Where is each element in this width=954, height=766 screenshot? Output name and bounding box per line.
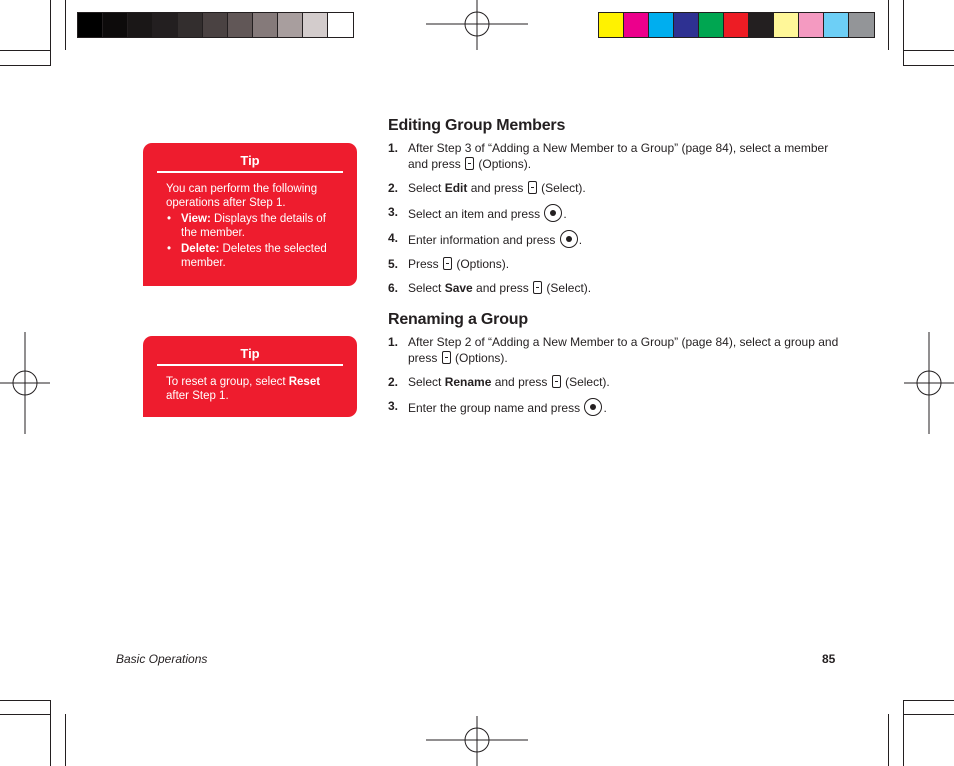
tip-text: Deletes the selected member.	[181, 243, 327, 269]
tip-title: Tip	[157, 346, 343, 366]
tip-box-editing	[143, 143, 357, 286]
step-number: 1.	[388, 141, 399, 155]
step-number: 3.	[388, 399, 399, 413]
tip-text: Displays the details of the member.	[181, 213, 326, 239]
bullet-icon: •	[167, 243, 172, 255]
crop-mark	[888, 714, 889, 766]
swatch	[749, 13, 774, 37]
step-number: 3.	[388, 205, 399, 219]
swatch	[649, 13, 674, 37]
section-heading: Editing Group Members	[388, 117, 566, 134]
step-text: and press	[467, 181, 527, 195]
swatch	[78, 13, 103, 37]
tip-list	[166, 212, 343, 270]
left-softkey-icon	[465, 157, 474, 170]
step-text: Press	[408, 257, 443, 271]
step-text: (Options).	[451, 351, 508, 365]
swatch	[228, 13, 253, 37]
tip-term: View:	[181, 213, 211, 225]
swatch	[128, 13, 153, 37]
left-softkey-icon	[528, 181, 537, 194]
step-text: Enter information and press	[408, 233, 559, 247]
step-term: Edit	[444, 181, 468, 195]
swatch	[674, 13, 699, 37]
crop-mark	[903, 700, 904, 766]
swatch	[253, 13, 278, 37]
section-editing-group-members	[388, 117, 848, 304]
swatch	[724, 13, 749, 37]
ok-key-icon	[584, 398, 602, 416]
swatch	[599, 13, 624, 37]
tip-body	[143, 366, 357, 413]
step-text: (Select).	[543, 281, 592, 295]
swatch	[303, 13, 328, 37]
crop-mark	[65, 714, 66, 766]
step-number: 2.	[388, 375, 399, 389]
tip-text: To reset a group, select	[166, 376, 289, 388]
tip-list-item	[166, 242, 343, 270]
step-item	[388, 230, 848, 248]
tip-box-renaming	[143, 336, 357, 417]
step-number: 5.	[388, 257, 399, 271]
crop-mark	[903, 0, 904, 66]
step-term: Save	[444, 281, 473, 295]
step-text: Select	[408, 375, 445, 389]
step-number: 1.	[388, 335, 399, 349]
tip-term: Delete:	[181, 243, 220, 255]
registration-mark-icon	[904, 332, 954, 434]
step-item	[388, 398, 848, 416]
process-color-bar	[598, 12, 875, 38]
swatch	[178, 13, 203, 37]
footer-section-name: Basic Operations	[116, 652, 208, 666]
swatch	[328, 13, 353, 37]
crop-mark	[50, 700, 51, 766]
swatch	[624, 13, 649, 37]
registration-mark-icon	[426, 0, 528, 50]
crop-mark	[65, 0, 66, 50]
left-softkey-icon	[442, 351, 451, 364]
step-text: .	[603, 401, 607, 415]
swatch	[278, 13, 303, 37]
crop-mark	[903, 714, 954, 715]
ok-key-icon	[544, 204, 562, 222]
tip-text: after Step 1.	[166, 390, 229, 402]
swatch	[849, 13, 874, 37]
step-text: After Step 3 of “Adding a New Member to a Group” (page 84), select a member and press	[408, 141, 829, 171]
crop-mark	[0, 714, 51, 715]
swatch	[203, 13, 228, 37]
step-text: (Options).	[475, 157, 532, 171]
tip-term: Reset	[288, 376, 321, 388]
step-item	[388, 374, 848, 390]
crop-mark	[903, 700, 954, 701]
crop-mark	[0, 700, 51, 701]
step-text: and press	[491, 375, 551, 389]
step-text: Enter the group name and press	[408, 401, 584, 415]
step-text: After Step 2 of “Adding a New Member to a Group” (page 84), select a group and press	[408, 335, 839, 365]
step-text: Select	[408, 181, 445, 195]
step-text: (Select).	[537, 181, 586, 195]
swatch	[153, 13, 178, 37]
step-item	[388, 256, 848, 272]
step-list	[388, 334, 848, 416]
step-text: Select an item and press	[408, 207, 544, 221]
step-term: Rename	[444, 375, 492, 389]
step-item	[388, 280, 848, 296]
step-item	[388, 180, 848, 196]
step-item	[388, 140, 848, 172]
step-text: and press	[472, 281, 533, 295]
step-number: 6.	[388, 281, 399, 295]
ok-key-icon	[560, 230, 578, 248]
tip-title: Tip	[157, 153, 343, 173]
section-renaming-a-group	[388, 311, 848, 424]
swatch	[799, 13, 824, 37]
section-heading: Renaming a Group	[388, 311, 528, 328]
crop-mark	[903, 50, 954, 51]
registration-mark-icon	[0, 332, 50, 434]
step-text: .	[578, 233, 583, 247]
crop-mark	[0, 65, 51, 66]
registration-mark-icon	[426, 716, 528, 766]
swatch	[774, 13, 799, 37]
grayscale-color-bar	[77, 12, 354, 38]
step-number: 2.	[388, 181, 399, 195]
crop-mark	[903, 65, 954, 66]
tip-body	[143, 173, 357, 280]
bullet-icon: •	[167, 213, 172, 225]
tip-list-item	[166, 212, 343, 240]
step-text: .	[563, 207, 567, 221]
step-item	[388, 334, 848, 366]
step-text: Select	[408, 281, 445, 295]
swatch	[699, 13, 724, 37]
step-text: (Select).	[561, 375, 610, 389]
swatch	[824, 13, 849, 37]
step-list	[388, 140, 848, 296]
page-number: 85	[822, 652, 836, 666]
left-softkey-icon	[552, 375, 561, 388]
crop-mark	[888, 0, 889, 50]
step-number: 4.	[388, 231, 399, 245]
crop-mark	[0, 50, 51, 51]
crop-mark	[50, 0, 51, 66]
left-softkey-icon	[443, 257, 452, 270]
tip-intro: You can perform the following operations after Step 1.	[166, 183, 318, 209]
step-item	[388, 204, 848, 222]
left-softkey-icon	[533, 281, 542, 294]
swatch	[103, 13, 128, 37]
step-text: (Options).	[453, 257, 510, 271]
